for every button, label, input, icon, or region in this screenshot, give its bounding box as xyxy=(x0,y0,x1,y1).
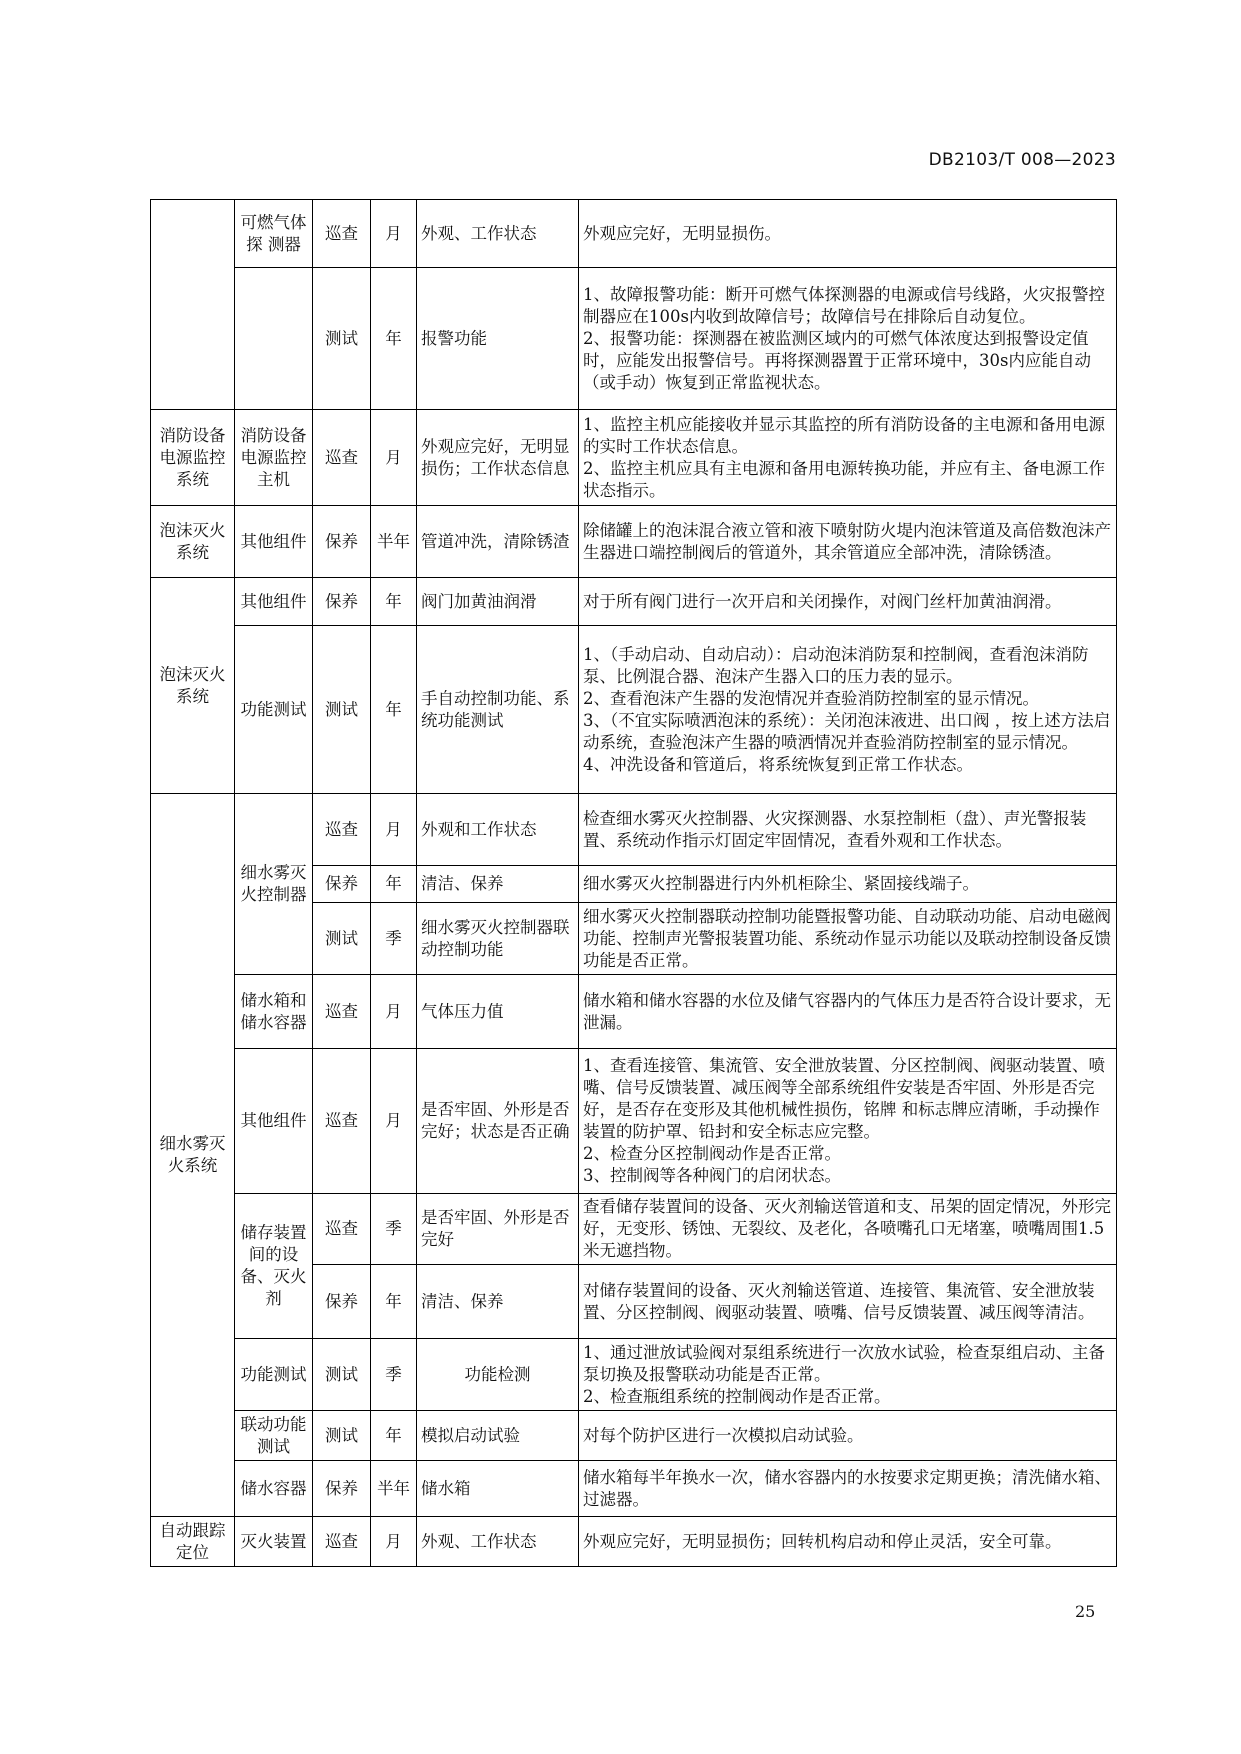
table-cell: 报警功能 xyxy=(417,268,579,410)
table-cell: 1、查看连接管、集流管、安全泄放装置、分区控制阀、阀驱动装置、喷嘴、信号反馈装置、减压阀等全部系统组件安装是否牢固、外形是否完好，是否存在变形及其他机械性损伤，铭牌 和标志牌应清晰，手动操作装置的防护罩、铅封和安全标志应完整。 2、检查分区控制阀动作是否正常。 3、控制阀等各种阀门的启闭状态。 xyxy=(579,1049,1117,1194)
table-cell xyxy=(235,268,313,410)
table-cell: 1、故障报警功能：断开可燃气体探测器的电源或信号线路，火灾报警控制器应在100s内收到故障信号；故障信号在排除后自动复位。 2、报警功能：探测器在被监测区域内的可燃气体浓度达到报警设定值时，应能发出报警信号。再将探测器置于正常环境中，30s内应能自动（或手动）恢复到正常监视状态。 xyxy=(579,268,1117,410)
table-cell: 储水容器 xyxy=(235,1461,313,1517)
maintenance-table xyxy=(150,199,1117,1567)
table-cell: 灭火装置 xyxy=(235,1517,313,1567)
table-cell: 储水箱和储水容器的水位及储气容器内的气体压力是否符合设计要求，无泄漏。 xyxy=(579,975,1117,1049)
table-cell: 月 xyxy=(371,200,417,268)
table-cell: 细水雾灭火系统 xyxy=(151,794,235,1517)
table-cell: 管道冲洗，清除锈渣 xyxy=(417,506,579,578)
table-cell: 巡查 xyxy=(313,975,371,1049)
table-cell: 月 xyxy=(371,410,417,506)
table-row xyxy=(151,578,1117,626)
table-cell: 外观和工作状态 xyxy=(417,794,579,866)
table-cell: 清洁、保养 xyxy=(417,866,579,903)
table-row xyxy=(151,1339,1117,1411)
table-cell: 1、通过泄放试验阀对泵组系统进行一次放水试验，检查泵组启动、主备泵切换及报警联动功能是否正常。 2、检查瓶组系统的控制阀动作是否正常。 xyxy=(579,1339,1117,1411)
table-cell: 功能测试 xyxy=(235,626,313,794)
document-code: DB2103/T 008—2023 xyxy=(928,150,1116,170)
table-cell: 是否牢固、外形是否完好 xyxy=(417,1194,579,1265)
table-cell: 年 xyxy=(371,626,417,794)
table-cell: 巡查 xyxy=(313,410,371,506)
table-cell: 细水雾灭火控制器联动控制功能暨报警功能、自动联动功能、启动电磁阀功能、控制声光警报装置功能、系统动作显示功能以及联动控制设备反馈功能是否正常。 xyxy=(579,903,1117,975)
table-cell: 保养 xyxy=(313,506,371,578)
table-cell: 其他组件 xyxy=(235,506,313,578)
table-cell: 泡沫灭火系统 xyxy=(151,506,235,578)
table-cell: 季 xyxy=(371,1339,417,1411)
table-row xyxy=(151,975,1117,1049)
table-cell: 测试 xyxy=(313,903,371,975)
table-cell: 其他组件 xyxy=(235,1049,313,1194)
table-cell: 储水箱 xyxy=(417,1461,579,1517)
table-cell: 储水箱和储水容器 xyxy=(235,975,313,1049)
table-row xyxy=(151,626,1117,794)
table-cell: 1、（手动启动、自动启动）：启动泡沫消防泵和控制阀，查看泡沫消防泵、比例混合器、泡沫产生器入口的压力表的显示。 2、查看泡沫产生器的发泡情况并查验消防控制室的显示情况。 3、（不宜实际喷洒泡沫的系统）：关闭泡沫液进、出口阀 ，按上述方法启动系统，查验泡沫产生器的喷洒情况并查验消防控制室的显示情况。 4、冲洗设备和管道后，将系统恢复到正常工作状态。 xyxy=(579,626,1117,794)
table-cell: 清洁、保养 xyxy=(417,1265,579,1339)
table-cell: 对每个防护区进行一次模拟启动试验。 xyxy=(579,1411,1117,1461)
table-cell: 巡查 xyxy=(313,1194,371,1265)
table-row xyxy=(151,1461,1117,1517)
table-cell: 半年 xyxy=(371,1461,417,1517)
table-cell: 除储罐上的泡沫混合液立管和液下喷射防火堤内泡沫管道及高倍数泡沫产生器进口端控制阀后的管道外，其余管道应全部冲洗，清除锈渣。 xyxy=(579,506,1117,578)
page-number: 25 xyxy=(1075,1602,1096,1621)
table-cell: 年 xyxy=(371,578,417,626)
table-cell: 功能测试 xyxy=(235,1339,313,1411)
table-cell: 外观应完好，无明显损伤；回转机构启动和停止灵活，安全可靠。 xyxy=(579,1517,1117,1567)
table-cell: 检查细水雾灭火控制器、火灾探测器、水泵控制柜（盘）、声光警报装置、系统动作指示灯固定牢固情况，查看外观和工作状态。 xyxy=(579,794,1117,866)
table-cell: 功能检测 xyxy=(417,1339,579,1411)
table-cell: 阀门加黄油润滑 xyxy=(417,578,579,626)
table-cell: 年 xyxy=(371,268,417,410)
table-cell: 模拟启动试验 xyxy=(417,1411,579,1461)
table-row xyxy=(151,410,1117,506)
table-cell: 泡沫灭火系统 xyxy=(151,578,235,794)
table-cell: 外观应完好，无明显损伤。 xyxy=(579,200,1117,268)
table-cell: 对储存装置间的设备、灭火剂输送管道、连接管、集流管、安全泄放装置、分区控制阀、阀驱动装置、喷嘴、信号反馈装置、减压阀等清洁。 xyxy=(579,1265,1117,1339)
table-cell: 保养 xyxy=(313,578,371,626)
table-cell: 自动跟踪定位 xyxy=(151,1517,235,1567)
table-cell: 季 xyxy=(371,1194,417,1265)
table-cell: 储水箱每半年换水一次，储水容器内的水按要求定期更换；清洗储水箱、过滤器。 xyxy=(579,1461,1117,1517)
table-cell: 联动功能测试 xyxy=(235,1411,313,1461)
table-row xyxy=(151,1049,1117,1194)
table-cell: 季 xyxy=(371,903,417,975)
table-row xyxy=(151,1194,1117,1265)
table-cell: 月 xyxy=(371,794,417,866)
table-cell: 巡查 xyxy=(313,200,371,268)
table-cell: 储存装置间的设备、灭火剂 xyxy=(235,1194,313,1339)
table-cell: 测试 xyxy=(313,626,371,794)
table-cell: 细水雾灭火控制器进行内外机柜除尘、紧固接线端子。 xyxy=(579,866,1117,903)
table-cell: 年 xyxy=(371,866,417,903)
table-cell: 消防设备电源监控主机 xyxy=(235,410,313,506)
table-cell: 年 xyxy=(371,1411,417,1461)
table-cell: 查看储存装置间的设备、灭火剂输送管道和支、吊架的固定情况，外形完好，无变形、锈蚀、无裂纹、及老化，各喷嘴孔口无堵塞，喷嘴周围1.5米无遮挡物。 xyxy=(579,1194,1117,1265)
table-cell xyxy=(151,200,235,410)
table-cell: 保养 xyxy=(313,1461,371,1517)
table-row xyxy=(151,200,1117,268)
table-cell: 细水雾灭火控制器联 动控制功能 xyxy=(417,903,579,975)
table-cell: 巡查 xyxy=(313,1049,371,1194)
table-row xyxy=(151,1517,1117,1567)
table-cell: 半年 xyxy=(371,506,417,578)
table-cell: 消防设备电源监控系统 xyxy=(151,410,235,506)
table-cell: 可燃气体探 测器 xyxy=(235,200,313,268)
table-cell: 其他组件 xyxy=(235,578,313,626)
table-row xyxy=(151,794,1117,866)
table-cell: 外观、工作状态 xyxy=(417,200,579,268)
table-cell: 是否牢固、外形是否完好；状态是否正确 xyxy=(417,1049,579,1194)
table-cell: 测试 xyxy=(313,268,371,410)
table-cell: 测试 xyxy=(313,1411,371,1461)
table-cell: 保养 xyxy=(313,866,371,903)
table-cell: 1、监控主机应能接收并显示其监控的所有消防设备的主电源和备用电源的实时工作状态信息。 2、监控主机应具有主电源和备用电源转换功能，并应有主、备电源工作状态指示。 xyxy=(579,410,1117,506)
table-cell: 测试 xyxy=(313,1339,371,1411)
table-cell: 气体压力值 xyxy=(417,975,579,1049)
table-cell: 月 xyxy=(371,975,417,1049)
table-cell: 月 xyxy=(371,1049,417,1194)
table-cell: 巡查 xyxy=(313,1517,371,1567)
table-cell: 年 xyxy=(371,1265,417,1339)
table-cell: 巡查 xyxy=(313,794,371,866)
table-row xyxy=(151,506,1117,578)
table-cell: 手自动控制功能、系统功能测试 xyxy=(417,626,579,794)
table-row xyxy=(151,268,1117,410)
table-cell: 对于所有阀门进行一次开启和关闭操作，对阀门丝杆加黄油润滑。 xyxy=(579,578,1117,626)
table-cell: 外观应完好，无明显损伤；工作状态信息 xyxy=(417,410,579,506)
table-cell: 外观、工作状态 xyxy=(417,1517,579,1567)
table-cell: 月 xyxy=(371,1517,417,1567)
table-row xyxy=(151,1411,1117,1461)
table-cell: 细水雾灭火控制器 xyxy=(235,794,313,975)
table-cell: 保养 xyxy=(313,1265,371,1339)
